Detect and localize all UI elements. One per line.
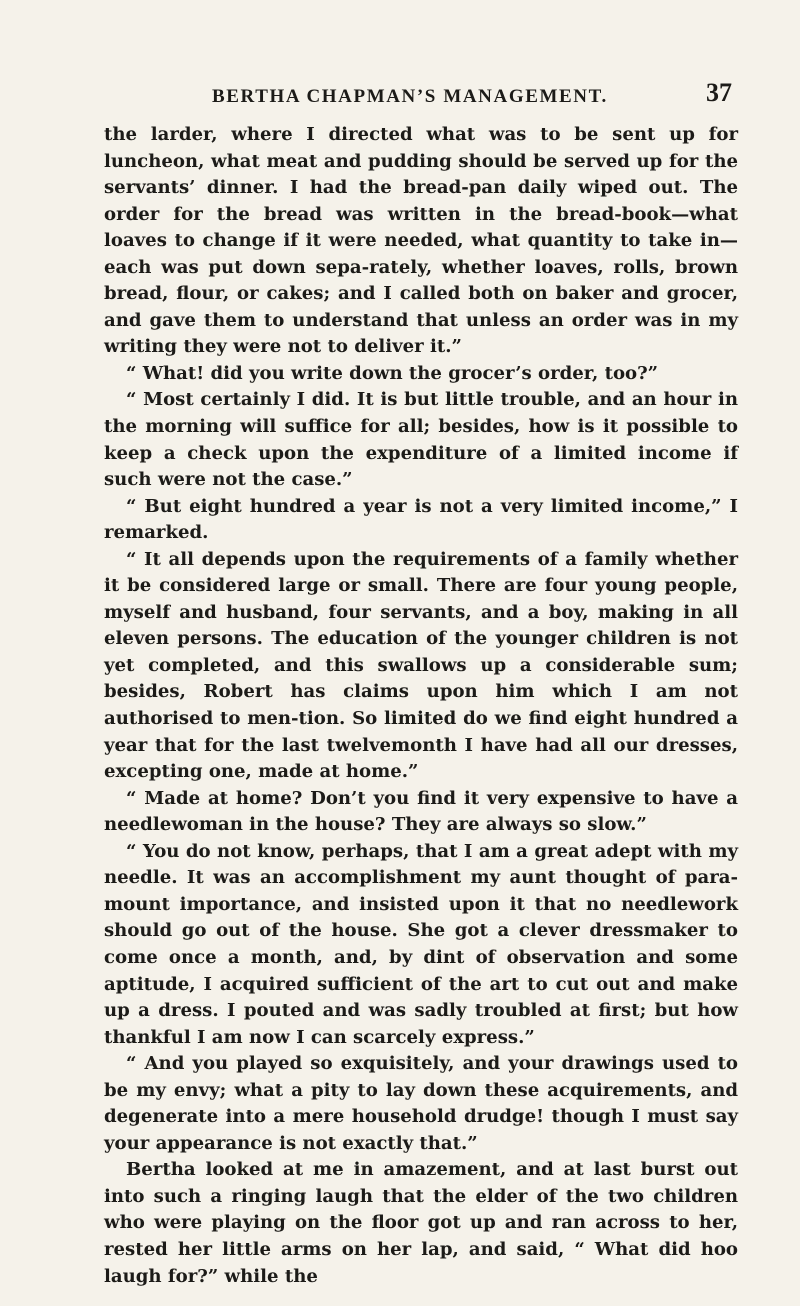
running-title: BERTHA CHAPMAN’S MANAGEMENT. [212, 86, 608, 107]
page-number: 37 [706, 78, 732, 107]
paragraph: “ It all depends upon the requirements of a family whether it be considered large or small. There are four young people, myself and husband, four servants, and a boy, making in all eleven persons. The education of the younger children is not yet completed, and this swallows up a considerable sum; besides, Robert has claims upon him which I am not authorised to men-tion. So limited do we find eight hundred a year that for the last twelvemonth I have had all our dresses, excepting one, made at home.” [104, 548, 738, 783]
paragraph: “ And you played so exquisitely, and your drawings used to be my envy; what a pity to lay down these acquirements, and degenerate into a mere household drudge! though I must say your appearance is not exactly that.” [104, 1053, 738, 1154]
paragraph: the larder, where I directed what was to be sent up for luncheon, what meat and pudding should be served up for the servants’ dinner. I had the bread-pan daily wiped out. The order for the bread was written in the bread-book—what loaves to change if it were needed, what quantity to take in—each was put down sepa-rately, whether loaves, rolls, brown bread, flour, or cakes; and I called both on baker and grocer, and gave them to understand that unless an order was in my writing they were not to deliver it.” [104, 124, 738, 358]
paragraph: “ Made at home? Don’t you find it very expensive to have a needlewoman in the house? They are always so slow.” [104, 787, 738, 836]
body-text [104, 122, 738, 1290]
paragraph: “ Most certainly I did. It is but little trouble, and an hour in the morning will suffice for all; besides, how is it possible to keep a check upon the expenditure of a limited income if such were not the case.” [104, 389, 738, 491]
paragraph: “ You do not know, perhaps, that I am a great adept with my needle. It was an accomplishment my aunt thought of para-mount importance, and insisted upon it that no needlework should go out of the house. She got a clever dressmaker to come once a month, and, by dint of observation and some aptitude, I acquired sufficient of the art to cut out and make up a dress. I pouted and was sadly troubled at first; but how thankful I am now I can scarcely express.” [104, 840, 738, 1048]
paragraph: Bertha looked at me in amazement, and at last burst out into such a ringing laugh that the elder of the two children who were playing on the floor got up and ran across to her, rested her little arms on her lap, and said, “ What did hoo laugh for?” while the [104, 1159, 738, 1287]
paragraph: “ But eight hundred a year is not a very limited income,” I remarked. [104, 495, 738, 544]
running-head [104, 78, 738, 122]
paragraph: “ What! did you write down the grocer’s order, too?” [126, 362, 659, 384]
